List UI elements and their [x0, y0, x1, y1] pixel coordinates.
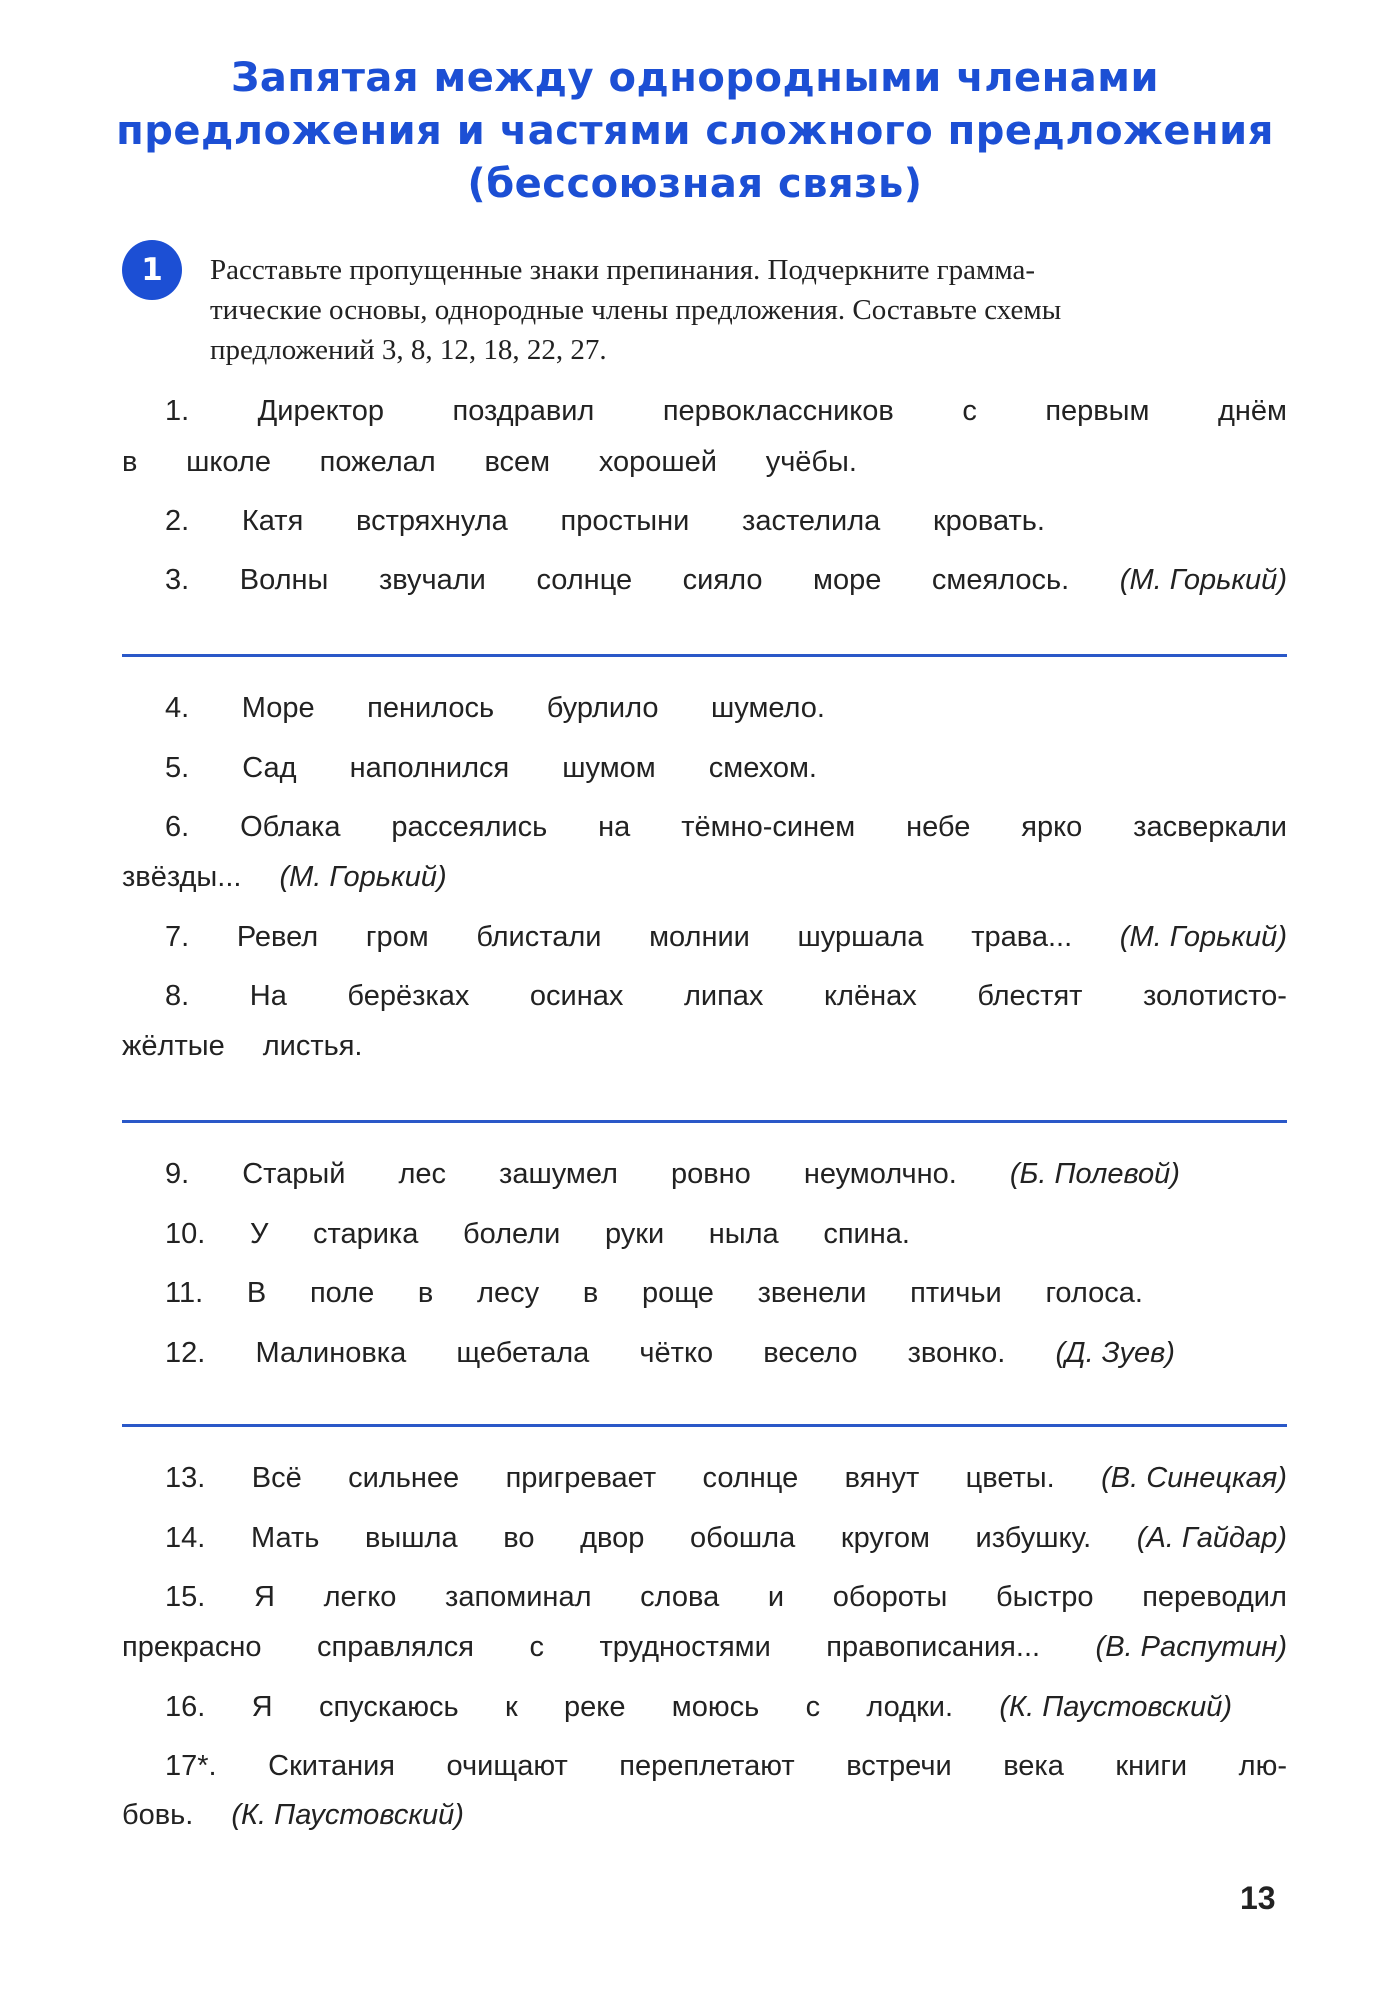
word: обороты — [832, 1581, 948, 1613]
sentence-line — [122, 1627, 1287, 1667]
sentence-line — [122, 442, 857, 482]
sentence-line — [165, 807, 1287, 847]
word: кровать. — [932, 505, 1045, 537]
sentence-line — [165, 501, 1045, 541]
word: лю- — [1238, 1750, 1287, 1782]
word: Директор — [257, 395, 384, 427]
word: вышла — [365, 1522, 458, 1554]
sentence-line — [165, 391, 1287, 431]
answer-line — [122, 654, 1287, 657]
sentence-number: 17*. — [165, 1750, 217, 1782]
word: берёзках — [347, 980, 470, 1012]
word: На — [249, 980, 287, 1012]
sentence-line — [165, 1333, 1175, 1373]
title-line-1: Запятая между однородными членами — [231, 55, 1159, 101]
sentence-line — [165, 748, 817, 788]
word: чётко — [639, 1337, 714, 1369]
word: всем — [484, 446, 551, 478]
word: смехом. — [708, 752, 817, 784]
word: смеялось. — [931, 564, 1070, 596]
answer-line — [122, 1424, 1287, 1427]
word: в — [122, 446, 138, 478]
word: встряхнула — [356, 505, 508, 537]
word: весело — [763, 1337, 858, 1369]
word: Волны — [239, 564, 329, 596]
author-attribution: (М. Горький) — [279, 861, 447, 893]
word: пожелал — [319, 446, 436, 478]
word: века — [1003, 1750, 1064, 1782]
word: Малиновка — [255, 1337, 407, 1369]
sentence-number: 16. — [165, 1691, 206, 1723]
page-title — [100, 52, 1290, 211]
word: лес — [398, 1158, 447, 1190]
task-instruction — [210, 250, 1061, 370]
sentence-number: 4. — [165, 692, 190, 724]
word: переводил — [1142, 1581, 1287, 1613]
author-attribution: (А. Гайдар) — [1136, 1522, 1287, 1554]
word: реке — [564, 1691, 626, 1723]
word: болели — [463, 1218, 561, 1250]
word: Мать — [250, 1522, 320, 1554]
word: хорошей — [598, 446, 717, 478]
word: Ревел — [236, 921, 319, 953]
author-attribution: (К. Паустовский) — [999, 1691, 1232, 1723]
sentence-line — [165, 917, 1287, 957]
sentence-number: 6. — [165, 811, 190, 843]
word: и — [767, 1581, 785, 1613]
word: наполнился — [349, 752, 510, 784]
sentence-number: 12. — [165, 1337, 206, 1369]
sentence-line — [165, 1458, 1287, 1498]
sentence-number: 11. — [165, 1277, 204, 1309]
word: на — [598, 811, 631, 843]
word: звучали — [378, 564, 486, 596]
title-line-3: (бессоюзная связь) — [467, 161, 923, 207]
word: Море — [241, 692, 315, 724]
sentence-line — [165, 1746, 1287, 1786]
sentence-number: 9. — [165, 1158, 190, 1190]
word: пригревает — [505, 1462, 657, 1494]
word: небе — [906, 811, 971, 843]
sentence-line — [165, 1577, 1287, 1617]
word: запоминал — [445, 1581, 592, 1613]
word: с — [805, 1691, 821, 1723]
word: щебетала — [456, 1337, 590, 1369]
word: солнце — [702, 1462, 799, 1494]
word: руки — [604, 1218, 665, 1250]
word: море — [813, 564, 882, 596]
word: сияло — [682, 564, 763, 596]
sentence-line — [165, 688, 825, 728]
word: трава... — [971, 921, 1073, 953]
word: засверкали — [1133, 811, 1287, 843]
word: поздравил — [452, 395, 595, 427]
author-attribution: (М. Горький) — [1119, 921, 1287, 953]
sentence-number: 13. — [165, 1462, 206, 1494]
sentence-line — [165, 1273, 1143, 1313]
word: Облака — [240, 811, 341, 843]
sentence-number: 15. — [165, 1581, 206, 1613]
word: первоклассников — [662, 395, 894, 427]
word: встречи — [846, 1750, 952, 1782]
word: с — [962, 395, 977, 427]
word: бурлило — [546, 692, 659, 724]
word: книги — [1115, 1750, 1188, 1782]
sentence-line — [165, 976, 1287, 1016]
sentence-line — [122, 1795, 1287, 1835]
word: ярко — [1021, 811, 1083, 843]
word: очищают — [446, 1750, 568, 1782]
word: шуршала — [797, 921, 924, 953]
word: солнце — [536, 564, 633, 596]
instruction-line: тические основы, однородные члены предложения. Составьте схемы — [210, 294, 1062, 326]
word: первым — [1045, 395, 1150, 427]
word: звёзды... — [122, 861, 242, 893]
author-attribution: (Б. Полевой) — [1009, 1158, 1180, 1190]
word: школе — [186, 446, 271, 478]
author-attribution: (Д. Зуев) — [1055, 1337, 1175, 1369]
word: пенилось — [367, 692, 495, 724]
word: Старый — [242, 1158, 346, 1190]
word: шумело. — [711, 692, 825, 724]
sentence-line — [122, 1026, 1287, 1066]
word: вянут — [844, 1462, 920, 1494]
word: У — [249, 1218, 269, 1250]
sentence-number: 3. — [165, 564, 190, 596]
sentence-line — [165, 1154, 1180, 1194]
word: справлялся — [317, 1631, 474, 1663]
word: В — [246, 1277, 267, 1309]
word: гром — [365, 921, 429, 953]
word: Катя — [241, 505, 304, 537]
word: сильнее — [348, 1462, 460, 1494]
word: с — [529, 1631, 544, 1663]
word: моюсь — [671, 1691, 760, 1723]
word: блестят — [977, 980, 1083, 1012]
word: клёнах — [824, 980, 917, 1012]
word: лесу — [477, 1277, 540, 1309]
answer-line — [122, 1120, 1287, 1123]
word: Всё — [251, 1462, 302, 1494]
word: роще — [641, 1277, 714, 1309]
word: правописания... — [826, 1631, 1041, 1663]
word: обошла — [690, 1522, 796, 1554]
instruction-line: предложений 3, 8, 12, 18, 22, 27. — [210, 334, 607, 366]
word: рассеялись — [391, 811, 548, 843]
word: застелила — [742, 505, 881, 537]
word: трудностями — [599, 1631, 771, 1663]
word: двор — [580, 1522, 645, 1554]
word: к — [505, 1691, 518, 1723]
sentence-line — [165, 560, 1287, 600]
word: спина. — [823, 1218, 910, 1250]
word: блистали — [476, 921, 602, 953]
word: жёлтые — [122, 1030, 225, 1062]
word: учёбы. — [765, 446, 857, 478]
word: в — [417, 1277, 434, 1309]
instruction-line: Расставьте пропущенные знаки препинания. Подчеркните грамма- — [210, 254, 1036, 286]
word: липах — [683, 980, 764, 1012]
author-attribution: (К. Паустовский) — [231, 1799, 464, 1831]
title-line-2: предложения и частями сложного предложения — [116, 108, 1274, 154]
word: листья. — [262, 1030, 363, 1062]
word: лодки. — [866, 1691, 954, 1723]
word: цветы. — [965, 1462, 1055, 1494]
word: поле — [309, 1277, 375, 1309]
word: прекрасно — [122, 1631, 262, 1663]
word: кругом — [840, 1522, 930, 1554]
word: переплетают — [619, 1750, 795, 1782]
word: слова — [640, 1581, 720, 1613]
word: бовь. — [122, 1799, 194, 1831]
word: голоса. — [1045, 1277, 1143, 1309]
word: золотисто- — [1143, 980, 1287, 1012]
word: Я — [251, 1691, 273, 1723]
word: простыни — [560, 505, 690, 537]
word: избушку. — [975, 1522, 1092, 1554]
sentence-line — [122, 857, 1287, 897]
sentence-line — [165, 1214, 910, 1254]
word: Сад — [242, 752, 297, 784]
author-attribution: (В. Распутин) — [1095, 1631, 1287, 1663]
word: неумолчно. — [803, 1158, 957, 1190]
word: Скитания — [268, 1750, 395, 1782]
word: во — [503, 1522, 535, 1554]
word: ровно — [670, 1158, 751, 1190]
word: зашумел — [499, 1158, 618, 1190]
word: старика — [313, 1218, 419, 1250]
sentence-number: 1. — [165, 395, 190, 427]
word: звенели — [757, 1277, 867, 1309]
word: спускаюсь — [318, 1691, 459, 1723]
word: тёмно-синем — [681, 811, 856, 843]
word: молнии — [649, 921, 750, 953]
word: быстро — [996, 1581, 1094, 1613]
sentence-number: 14. — [165, 1522, 206, 1554]
word: Я — [253, 1581, 275, 1613]
sentence-line — [165, 1518, 1287, 1558]
author-attribution: (М. Горький) — [1119, 564, 1287, 596]
sentence-number: 8. — [165, 980, 190, 1012]
word: осинах — [529, 980, 624, 1012]
sentence-number: 5. — [165, 752, 190, 784]
sentence-number: 7. — [165, 921, 190, 953]
task-number-badge: 1 — [122, 240, 182, 300]
word: звонко. — [907, 1337, 1006, 1369]
page-number: 13 — [1240, 1880, 1276, 1916]
sentence-line — [165, 1687, 1232, 1727]
word: ныла — [708, 1218, 779, 1250]
word: птичьи — [910, 1277, 1002, 1309]
word: в — [582, 1277, 599, 1309]
word: легко — [323, 1581, 397, 1613]
sentence-number: 2. — [165, 505, 190, 537]
author-attribution: (В. Синецкая) — [1101, 1462, 1287, 1494]
word: шумом — [562, 752, 656, 784]
sentence-number: 10. — [165, 1218, 206, 1250]
word: днём — [1217, 395, 1287, 427]
